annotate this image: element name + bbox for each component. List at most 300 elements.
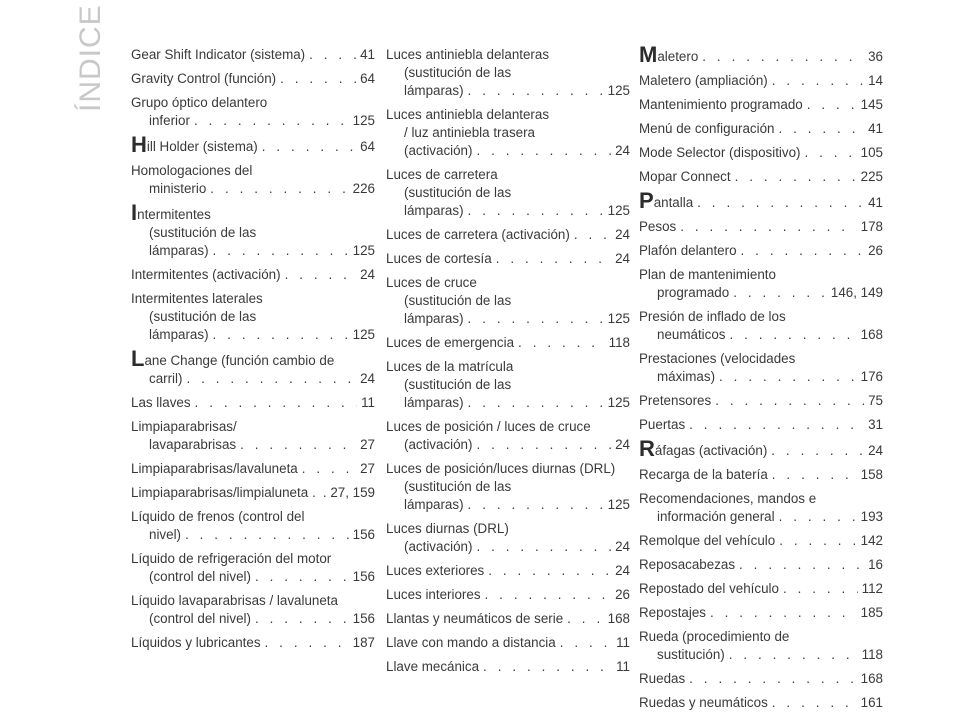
dot-leader bbox=[476, 538, 611, 556]
index-entry-text: Luces diurnas (DRL) bbox=[386, 521, 509, 536]
index-entry-line bbox=[386, 124, 630, 142]
section-initial-letter: M bbox=[639, 46, 658, 66]
index-entry bbox=[131, 484, 375, 502]
dot-leader bbox=[689, 416, 864, 434]
index-entry-line bbox=[131, 370, 375, 388]
index-entry-page: 41 bbox=[868, 195, 883, 210]
dot-leader bbox=[741, 242, 865, 260]
index-entry-page: 176 bbox=[860, 369, 883, 384]
index-entry-line bbox=[386, 142, 630, 160]
dot-leader bbox=[680, 218, 856, 236]
dot-leader bbox=[496, 250, 611, 268]
dot-leader bbox=[185, 526, 349, 544]
dot-leader bbox=[560, 634, 612, 652]
index-entry-text: Luces de carretera (activación) bbox=[386, 227, 570, 242]
index-entry-text: Llave mecánica bbox=[386, 659, 480, 674]
index-entry-page: 75 bbox=[868, 393, 883, 408]
index-entry bbox=[639, 144, 883, 162]
index-entry-text: Líquido lavaparabrisas / lavaluneta bbox=[131, 593, 338, 608]
dot-leader bbox=[729, 326, 856, 344]
index-entry-page: 11 bbox=[616, 635, 630, 650]
index-entry bbox=[131, 70, 375, 88]
index-entry-text: Limpiaparabrisas/ bbox=[131, 419, 237, 434]
index-entry bbox=[386, 226, 630, 244]
index-entry-page: 125 bbox=[607, 83, 630, 98]
index-entry-line bbox=[639, 72, 883, 90]
dot-leader bbox=[729, 646, 858, 664]
index-entry bbox=[131, 162, 375, 198]
index-entry-line bbox=[131, 326, 375, 344]
index-entry-text: Luces antiniebla delanteras bbox=[386, 107, 550, 122]
index-entry-page: 31 bbox=[868, 417, 883, 432]
index-entry bbox=[386, 460, 630, 514]
index-entry-text: (sustitución de las bbox=[404, 65, 512, 80]
index-entry-text: máximas) bbox=[657, 369, 716, 384]
index-entry-line bbox=[386, 658, 630, 676]
index-entry-text: Gravity Control (función) bbox=[131, 71, 277, 86]
dot-leader bbox=[778, 120, 864, 138]
index-entry-text: Luces exteriores bbox=[386, 563, 485, 578]
index-entry bbox=[639, 72, 883, 90]
index-entry-line bbox=[639, 416, 883, 434]
dot-leader bbox=[574, 226, 611, 244]
index-entry-text: (sustitución de las bbox=[149, 225, 257, 240]
index-entry bbox=[131, 550, 375, 586]
index-entry-page: 187 bbox=[352, 635, 375, 650]
index-entry bbox=[386, 610, 630, 628]
index-entry-line bbox=[639, 144, 883, 162]
index-entry-line bbox=[386, 292, 630, 310]
index-entry-line bbox=[386, 634, 630, 652]
index-entry-text: (activación) bbox=[404, 143, 473, 158]
index-entry-page: 24 bbox=[615, 437, 630, 452]
index-entry-text: Luces antiniebla delanteras bbox=[386, 47, 550, 62]
index-entry bbox=[639, 46, 883, 66]
index-entry-page: 24 bbox=[868, 443, 883, 458]
index-entry bbox=[386, 274, 630, 328]
index-entry-text: Presión de inflado de los bbox=[639, 309, 786, 324]
index-entry-line bbox=[131, 394, 375, 412]
index-column-3 bbox=[639, 46, 883, 718]
index-entry-line bbox=[639, 218, 883, 236]
index-entry-text: (sustitución de las bbox=[404, 293, 512, 308]
index-entry-text: Plan de mantenimiento bbox=[639, 267, 776, 282]
index-entry-page: 24 bbox=[615, 143, 630, 158]
index-entry-line bbox=[131, 162, 375, 180]
index-entry-line bbox=[131, 460, 375, 478]
index-entry-text: Repostado del vehículo bbox=[639, 581, 779, 596]
section-initial-letter: H bbox=[131, 136, 147, 156]
index-entry-text: (activación) bbox=[404, 539, 473, 554]
index-entry-page: 168 bbox=[860, 327, 883, 342]
index-entry-line bbox=[386, 166, 630, 184]
index-entry-text: Intermitentes laterales bbox=[131, 291, 263, 306]
index-entry-text: Reposacabezas bbox=[639, 557, 736, 572]
index-entry-text: (sustitución de las bbox=[404, 185, 512, 200]
index-entry-line bbox=[386, 586, 630, 604]
index-entry-text: Luces de cortesía bbox=[386, 251, 492, 266]
index-entry-line bbox=[639, 308, 883, 326]
dot-leader bbox=[697, 194, 864, 212]
index-entry-line bbox=[386, 394, 630, 412]
index-entry-line bbox=[131, 204, 375, 224]
index-entry-line bbox=[639, 490, 883, 508]
index-entry-text: Luces interiores bbox=[386, 587, 481, 602]
index-entry-text: Limpiaparabrisas/limpialuneta bbox=[131, 485, 309, 500]
index-entry-text: Limpiaparabrisas/lavaluneta bbox=[131, 461, 298, 476]
index-entry-line bbox=[131, 242, 375, 260]
index-entry-page: 156 bbox=[352, 569, 375, 584]
index-entry-page: 125 bbox=[352, 327, 375, 342]
dot-leader bbox=[733, 284, 827, 302]
index-entry-page: 168 bbox=[607, 611, 630, 626]
index-entry-page: 125 bbox=[607, 497, 630, 512]
index-entry-line bbox=[386, 460, 630, 478]
index-entry bbox=[639, 416, 883, 434]
index-entry bbox=[131, 204, 375, 260]
index-entry-line bbox=[386, 106, 630, 124]
index-entry-text: Líquidos y lubricantes bbox=[131, 635, 261, 650]
index-entry bbox=[131, 394, 375, 412]
index-entry bbox=[386, 358, 630, 412]
dot-leader bbox=[255, 610, 349, 628]
index-entry-text: Líquido de refrigeración del motor bbox=[131, 551, 332, 566]
index-entry bbox=[131, 94, 375, 130]
index-entry-text: Menú de configuración bbox=[639, 121, 775, 136]
dot-leader bbox=[779, 532, 856, 550]
index-entry bbox=[639, 532, 883, 550]
index-column-1 bbox=[131, 46, 375, 658]
index-entry-text: Mopar Connect bbox=[639, 169, 731, 184]
dot-leader bbox=[468, 310, 604, 328]
index-entry-page: 14 bbox=[868, 73, 883, 88]
index-entry-text: antalla bbox=[653, 195, 694, 210]
index-entry-page: 145 bbox=[860, 97, 883, 112]
index-entry-line bbox=[386, 202, 630, 220]
index-entry-page: 24 bbox=[615, 251, 630, 266]
index-entry-text: Luces de la matrícula bbox=[386, 359, 514, 374]
index-entry bbox=[639, 392, 883, 410]
section-initial-letter: R bbox=[639, 440, 655, 460]
index-entry-page: 36 bbox=[868, 49, 883, 64]
index-entry bbox=[639, 192, 883, 212]
index-entry-line bbox=[131, 266, 375, 284]
index-entry-line bbox=[639, 242, 883, 260]
index-entry-page: 156 bbox=[352, 611, 375, 626]
index-entry-text: ministerio bbox=[149, 181, 207, 196]
index-entry-line bbox=[639, 670, 883, 688]
index-entry-text: Ruedas y neumáticos bbox=[639, 695, 768, 710]
index-entry bbox=[131, 508, 375, 544]
index-entry-text: lámparas) bbox=[149, 327, 209, 342]
index-entry-text: neumáticos bbox=[657, 327, 726, 342]
dot-leader bbox=[262, 138, 356, 156]
index-entry-page: 156 bbox=[352, 527, 375, 542]
index-entry-text: Intermitentes (activación) bbox=[131, 267, 281, 282]
index-entry bbox=[131, 290, 375, 344]
index-entry-page: 41 bbox=[868, 121, 883, 136]
dot-leader bbox=[702, 48, 864, 66]
dot-leader bbox=[285, 266, 357, 284]
index-entry-line bbox=[131, 436, 375, 454]
index-entry-text: ill Holder (sistema) bbox=[146, 139, 258, 154]
index-entry-page: 118 bbox=[608, 335, 630, 350]
dot-leader bbox=[518, 334, 605, 352]
dot-leader bbox=[807, 96, 857, 114]
index-entry-text: lámparas) bbox=[149, 243, 209, 258]
index-entry-line bbox=[386, 478, 630, 496]
section-initial-letter: L bbox=[131, 350, 145, 370]
index-column-2 bbox=[386, 46, 630, 682]
index-entry bbox=[639, 580, 883, 598]
index-entry-line bbox=[131, 508, 375, 526]
index-entry bbox=[386, 562, 630, 580]
index-entry-text: programado bbox=[657, 285, 730, 300]
index-entry bbox=[639, 466, 883, 484]
index-entry-text: Líquido de frenos (control del bbox=[131, 509, 305, 524]
index-entry-text: / luz antiniebla trasera bbox=[404, 125, 536, 140]
index-entry-line bbox=[386, 82, 630, 100]
dot-leader bbox=[772, 466, 857, 484]
index-entry-page: 112 bbox=[861, 581, 883, 596]
index-entry bbox=[639, 218, 883, 236]
index-entry-text: Ruedas bbox=[639, 671, 686, 686]
dot-leader bbox=[485, 586, 612, 604]
index-entry-line bbox=[131, 610, 375, 628]
dot-leader bbox=[265, 634, 349, 652]
index-entry-line bbox=[131, 634, 375, 652]
index-entry-line bbox=[131, 70, 375, 88]
index-entry-line bbox=[131, 136, 375, 156]
index-entry-line bbox=[386, 496, 630, 514]
index-entry-page: 168 bbox=[860, 671, 883, 686]
dot-leader bbox=[213, 242, 349, 260]
index-entry-page: 125 bbox=[352, 243, 375, 258]
section-initial-letter: P bbox=[639, 192, 654, 212]
index-entry-line bbox=[131, 526, 375, 544]
index-entry-page: 16 bbox=[868, 557, 883, 572]
index-entry-line bbox=[639, 556, 883, 574]
index-entry-line bbox=[386, 610, 630, 628]
index-entry-line bbox=[639, 440, 883, 460]
index-entry-page: 27 bbox=[360, 461, 375, 476]
index-entry bbox=[639, 694, 883, 712]
index-side-title: ÍNDICE bbox=[74, 4, 107, 112]
index-entry-page: 24 bbox=[360, 371, 375, 386]
index-entry-text: Pesos bbox=[639, 219, 677, 234]
dot-leader bbox=[735, 168, 857, 186]
index-entry-text: Prestaciones (velocidades bbox=[639, 351, 796, 366]
index-entry bbox=[639, 556, 883, 574]
index-entry-text: Luces de carretera bbox=[386, 167, 498, 182]
index-entry-line bbox=[386, 334, 630, 352]
index-entry-line bbox=[639, 168, 883, 186]
index-entry-text: Recomendaciones, mandos e bbox=[639, 491, 817, 506]
index-entry-line bbox=[639, 120, 883, 138]
section-initial-letter: I bbox=[131, 204, 138, 224]
index-entry bbox=[131, 266, 375, 284]
index-entry-text: Luces de posición / luces de cruce bbox=[386, 419, 591, 434]
index-entry bbox=[386, 334, 630, 352]
index-entry-text: lámparas) bbox=[404, 395, 464, 410]
index-entry bbox=[386, 106, 630, 160]
index-entry-line bbox=[131, 94, 375, 112]
index-entry-page: 105 bbox=[860, 145, 883, 160]
index-entry-line bbox=[131, 568, 375, 586]
dot-leader bbox=[302, 460, 356, 478]
index-entry-line bbox=[639, 466, 883, 484]
index-entry-text: ntermitentes bbox=[137, 207, 211, 222]
index-entry-line bbox=[131, 418, 375, 436]
index-entry-text: Mantenimiento programado bbox=[639, 97, 803, 112]
index-entry-text: Luces de cruce bbox=[386, 275, 477, 290]
index-entry-line bbox=[639, 368, 883, 386]
index-entry-text: carril) bbox=[149, 371, 183, 386]
index-entry-text: Repostajes bbox=[639, 605, 706, 620]
dot-leader bbox=[483, 658, 612, 676]
index-entry bbox=[131, 634, 375, 652]
dot-leader bbox=[739, 556, 864, 574]
index-entry-line bbox=[639, 628, 883, 646]
index-entry-line bbox=[131, 180, 375, 198]
dot-leader bbox=[689, 670, 857, 688]
index-entry-text: Puertas bbox=[639, 417, 686, 432]
index-entry-text: Maletero (ampliación) bbox=[639, 73, 768, 88]
index-entry-page: 118 bbox=[861, 647, 883, 662]
dot-leader bbox=[186, 370, 356, 388]
index-entry-text: Homologaciones del bbox=[131, 163, 253, 178]
index-entry-line bbox=[131, 290, 375, 308]
index-entry bbox=[639, 120, 883, 138]
index-entry-page: 225 bbox=[860, 169, 883, 184]
index-entry-text: Pretensores bbox=[639, 393, 712, 408]
index-entry-text: Rueda (procedimiento de bbox=[639, 629, 790, 644]
index-entry-line bbox=[639, 694, 883, 712]
index-entry-line bbox=[131, 112, 375, 130]
index-entry-page: 158 bbox=[860, 467, 883, 482]
dot-leader bbox=[240, 436, 356, 454]
index-entry-line bbox=[639, 326, 883, 344]
index-entry bbox=[386, 418, 630, 454]
index-entry-text: Llantas y neumáticos de serie bbox=[386, 611, 564, 626]
index-entry-page: 26 bbox=[615, 587, 630, 602]
index-entry-text: (activación) bbox=[404, 437, 473, 452]
index-entry-page: 64 bbox=[360, 139, 375, 154]
index-entry-text: sustitución) bbox=[657, 647, 725, 662]
index-entry-line bbox=[639, 532, 883, 550]
index-entry-text: (sustitución de las bbox=[404, 377, 512, 392]
index-entry bbox=[639, 242, 883, 260]
dot-leader bbox=[567, 610, 604, 628]
index-entry-page: 161 bbox=[860, 695, 883, 710]
index-entry-text: Las llaves bbox=[131, 395, 191, 410]
index-entry-page: 125 bbox=[352, 113, 375, 128]
index-entry-line bbox=[386, 250, 630, 268]
dot-leader bbox=[771, 442, 864, 460]
index-entry-line bbox=[639, 96, 883, 114]
index-entry bbox=[386, 166, 630, 220]
index-entry-line bbox=[386, 520, 630, 538]
index-entry-page: . 27, 159 bbox=[322, 485, 375, 500]
index-entry-page: 24 bbox=[615, 227, 630, 242]
index-entry bbox=[639, 266, 883, 302]
index-entry-text: (control del nivel) bbox=[149, 611, 251, 626]
dot-leader bbox=[476, 436, 611, 454]
index-entry bbox=[386, 520, 630, 556]
index-entry bbox=[386, 634, 630, 652]
index-entry-page: 24 bbox=[615, 539, 630, 554]
index-entry bbox=[639, 670, 883, 688]
index-entry bbox=[639, 440, 883, 460]
index-entry bbox=[131, 350, 375, 388]
index-entry-text: información general bbox=[657, 509, 775, 524]
index-entry-line bbox=[131, 592, 375, 610]
index-entry-text: Llave con mando a distancia bbox=[386, 635, 556, 650]
index-entry-text: lámparas) bbox=[404, 497, 464, 512]
index-entry-text: Mode Selector (dispositivo) bbox=[639, 145, 801, 160]
dot-leader bbox=[194, 112, 349, 130]
index-entry-line bbox=[639, 350, 883, 368]
index-entry-text: Luces de posición/luces diurnas (DRL) bbox=[386, 461, 616, 476]
index-entry-text: lavaparabrisas bbox=[149, 437, 237, 452]
index-entry-text: Plafón delantero bbox=[639, 243, 737, 258]
index-entry-text: lámparas) bbox=[404, 311, 464, 326]
index-entry-text: Recarga de la batería bbox=[639, 467, 768, 482]
index-entry bbox=[386, 586, 630, 604]
index-entry-page: 11 bbox=[361, 395, 375, 410]
index-entry-line bbox=[386, 538, 630, 556]
index-entry-line bbox=[131, 224, 375, 242]
index-entry-line bbox=[639, 508, 883, 526]
index-entry-page: 178 bbox=[860, 219, 883, 234]
index-entry bbox=[639, 168, 883, 186]
dot-leader bbox=[468, 394, 604, 412]
index-entry-line bbox=[386, 358, 630, 376]
index-entry bbox=[131, 460, 375, 478]
index-entry-page: 64 bbox=[360, 71, 375, 86]
index-entry-line bbox=[639, 46, 883, 66]
index-entry-text: Gear Shift Indicator (sistema) bbox=[131, 47, 306, 62]
index-entry-line bbox=[639, 580, 883, 598]
index-entry-line bbox=[639, 284, 883, 302]
dot-leader bbox=[710, 604, 857, 622]
dot-leader bbox=[312, 484, 319, 502]
index-entry-line bbox=[639, 604, 883, 622]
index-entry-text: ane Change (función cambio de bbox=[144, 353, 335, 368]
index-entry-text: lámparas) bbox=[404, 203, 464, 218]
index-entry bbox=[639, 490, 883, 526]
index-entry-line bbox=[131, 350, 375, 370]
index-entry-text: Remolque del vehículo bbox=[639, 533, 776, 548]
index-entry-line bbox=[386, 64, 630, 82]
index-entry-line bbox=[131, 46, 375, 64]
index-entry-text: (control del nivel) bbox=[149, 569, 251, 584]
index-entry-page: 24 bbox=[360, 267, 375, 282]
index-entry bbox=[386, 46, 630, 100]
index-entry-line bbox=[386, 436, 630, 454]
index-entry-text: Grupo óptico delantero bbox=[131, 95, 268, 110]
index-entry-line bbox=[386, 46, 630, 64]
index-entry-text: áfagas (activación) bbox=[654, 443, 768, 458]
index-entry-line bbox=[386, 562, 630, 580]
index-entry-page: 125 bbox=[607, 311, 630, 326]
index-entry-page: 41 bbox=[360, 47, 375, 62]
index-entry-text: Luces de emergencia bbox=[386, 335, 515, 350]
dot-leader bbox=[280, 70, 356, 88]
index-entry bbox=[386, 250, 630, 268]
dot-leader bbox=[783, 580, 858, 598]
index-entry-line bbox=[639, 392, 883, 410]
